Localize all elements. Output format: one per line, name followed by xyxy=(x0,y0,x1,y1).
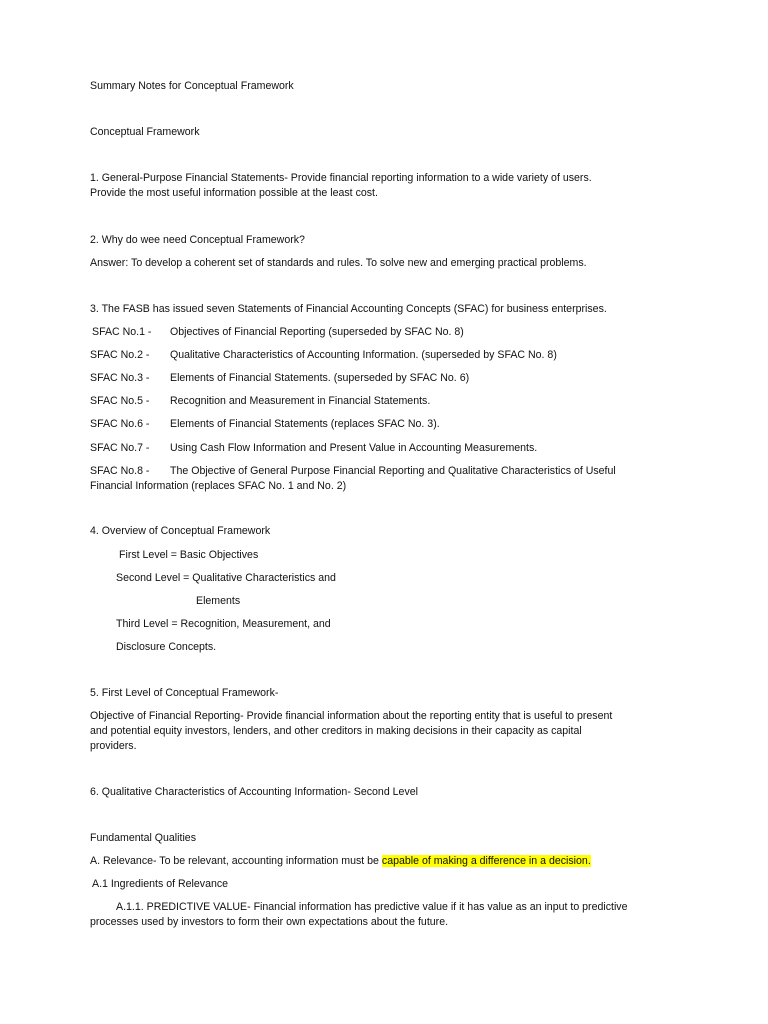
level-second-continuation: Elements xyxy=(196,595,241,607)
level-third-continuation: Disclosure Concepts. xyxy=(116,641,217,653)
level-first: First Level = Basic Objectives xyxy=(119,549,259,561)
predictive-line1: A.1.1. PREDICTIVE VALUE- Financial information has predictive value if it has value as an input to predictive xyxy=(116,901,628,913)
sfac-desc: Elements of Financial Statements (replaces SFAC No. 3). xyxy=(170,418,440,430)
sfac-code: SFAC No.1 - xyxy=(92,326,152,338)
predictive-line2: processes used by investors to form their own expectations about the future. xyxy=(90,916,449,928)
item5-line2: and potential equity investors, lenders, and other creditors in making decisions in their capacity as capital xyxy=(90,725,582,737)
sfac-desc: Using Cash Flow Information and Present Value in Accounting Measurements. xyxy=(170,442,538,454)
sfac-code: SFAC No.3 - xyxy=(90,372,150,384)
item4-title: 4. Overview of Conceptual Framework xyxy=(90,525,271,537)
sfac-desc: The Objective of General Purpose Financial Reporting and Qualitative Characteristics of Useful xyxy=(170,465,616,477)
sfac-desc: Objectives of Financial Reporting (superseded by SFAC No. 8) xyxy=(170,326,464,338)
relevance-text: A. Relevance- To be relevant, accounting information must be xyxy=(90,855,382,867)
item1-line1: 1. General-Purpose Financial Statements- Provide financial reporting information to a wide variety of users. xyxy=(90,172,592,184)
item3-intro: 3. The FASB has issued seven Statements of Financial Accounting Concepts (SFAC) for business enterprises. xyxy=(90,303,607,315)
item2-question: 2. Why do wee need Conceptual Framework? xyxy=(90,234,305,246)
sfac-code: SFAC No.8 - xyxy=(90,465,150,477)
sfac8-continuation: Financial Information (replaces SFAC No. 1 and No. 2) xyxy=(90,480,347,492)
item6-title: 6. Qualitative Characteristics of Accounting Information- Second Level xyxy=(90,786,418,798)
item1-line2: Provide the most useful information possible at the least cost. xyxy=(90,187,378,199)
section-heading: Conceptual Framework xyxy=(90,126,200,138)
sfac-desc: Qualitative Characteristics of Accounting Information. (superseded by SFAC No. 8) xyxy=(170,349,557,361)
level-third: Third Level = Recognition, Measurement, and xyxy=(116,618,331,630)
item2-answer: Answer: To develop a coherent set of standards and rules. To solve new and emerging practical problems. xyxy=(90,257,587,269)
item5-title: 5. First Level of Conceptual Framework- xyxy=(90,687,279,699)
sfac-code: SFAC No.2 - xyxy=(90,349,150,361)
sfac-code: SFAC No.5 - xyxy=(90,395,150,407)
sfac-desc: Elements of Financial Statements. (superseded by SFAC No. 6) xyxy=(170,372,470,384)
item5-line1: Objective of Financial Reporting- Provide financial information about the reporting entity that is useful to present xyxy=(90,710,613,722)
level-second: Second Level = Qualitative Characteristics and xyxy=(116,572,336,584)
relevance-line xyxy=(90,854,650,869)
fundamental-qualities-heading: Fundamental Qualities xyxy=(90,832,196,844)
item5-line3: providers. xyxy=(90,740,137,752)
document-title: Summary Notes for Conceptual Framework xyxy=(90,80,294,92)
ingredients-heading: A.1 Ingredients of Relevance xyxy=(92,878,229,890)
sfac-code: SFAC No.6 - xyxy=(90,418,150,430)
sfac-code: SFAC No.7 - xyxy=(90,442,150,454)
sfac-desc: Recognition and Measurement in Financial Statements. xyxy=(170,395,431,407)
relevance-highlight: capable of making a difference in a decision. xyxy=(381,855,591,867)
